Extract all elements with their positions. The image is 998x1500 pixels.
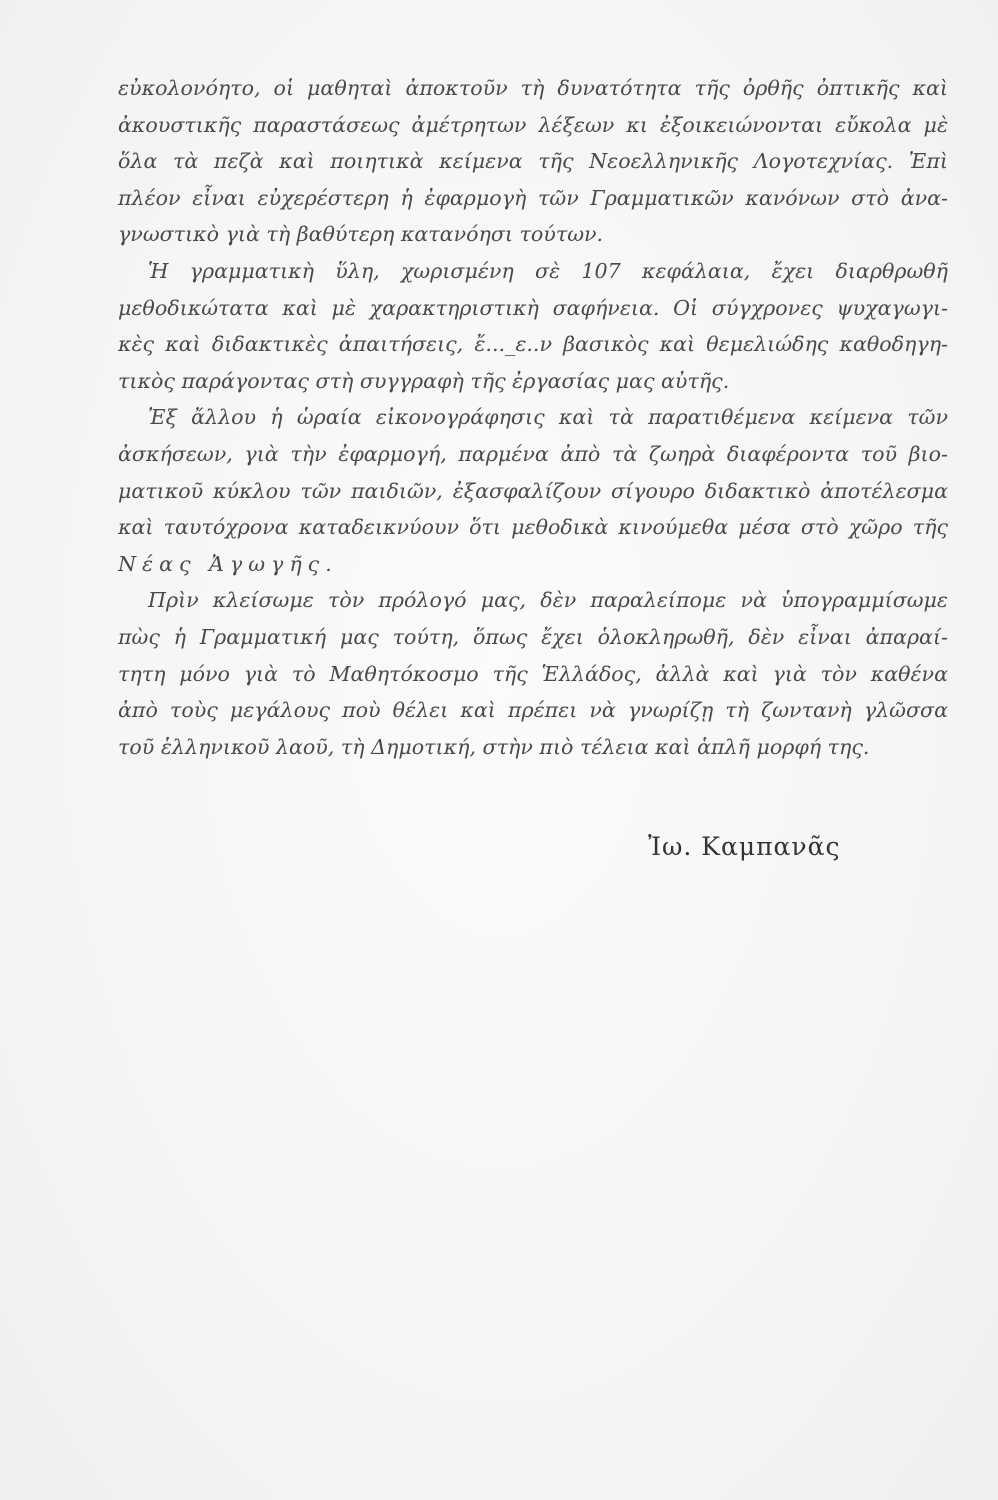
paragraph-4 (118, 582, 948, 765)
text-line: γνωστικὸ γιὰ τὴ βαθύτερη κατανόησι τούτων. (118, 222, 604, 247)
text-line: Πρὶν κλείσωμε τὸν πρόλογό μας, δὲν παραλείπομε νὰ ὑπογραμμίσωμε (148, 588, 948, 613)
text-line: Ἡ γραμματικὴ ὕλη, χωρισμένη σὲ 107 κεφάλαια, ἔχει διαρθρωθῆ (148, 258, 948, 283)
paragraph-1 (118, 70, 948, 253)
text-line: τητη μόνο γιὰ τὸ Μαθητόκοσμο τῆς Ἑλλάδος, ἀλλὰ καὶ γιὰ τὸν καθένα (118, 661, 948, 686)
text-line: ὅλα τὰ πεζὰ καὶ ποιητικὰ κείμενα τῆς Νεοελληνικῆς Λογοτεχνίας. Ἐπὶ (118, 149, 948, 174)
text-line: πλέον εἶναι εὐχερέστερη ἡ ἐφαρμογὴ τῶν Γραμματικῶν κανόνων στὸ ἀνα- (118, 185, 948, 210)
preface-text (118, 70, 948, 765)
text-line: ἀσκήσεων, γιὰ τὴν ἐφαρμογή, παρμένα ἀπὸ τὰ ζωηρὰ διαφέροντα τοῦ βιο- (118, 441, 948, 466)
text-line: ἀκουστικῆς παραστάσεως ἀμέτρητων λέξεων κι ἐξοικειώνονται εὔκολα μὲ (118, 112, 948, 137)
text-line: Νέας Ἀγωγῆς. (118, 551, 338, 576)
page-edge-bleed (0, 30, 40, 120)
paragraph-3 (118, 399, 948, 582)
text-line: τικὸς παράγοντας στὴ συγγραφὴ τῆς ἐργασίας μας αὐτῆς. (118, 368, 730, 393)
text-line: πὼς ἡ Γραμματική μας τούτη, ὅπως ἔχει ὁλοκληρωθῆ, δὲν εἶναι ἀπαραί- (118, 624, 948, 649)
text-line: κὲς καὶ διδακτικὲς ἀπαιτήσεις, ἔ..._ε..ν βασικὸς καὶ θεμελιώδης καθοδηγη- (118, 332, 948, 357)
text-line: τοῦ ἑλληνικοῦ λαοῦ, τὴ Δημοτική, στὴν πιὸ τέλεια καὶ ἁπλῆ μορφή της. (118, 734, 870, 759)
text-line: μεθοδικώτατα καὶ μὲ χαρακτηριστικὴ σαφήνεια. Οἱ σύγχρονες ψυχαγωγι- (118, 295, 948, 320)
text-line: Ἐξ ἄλλου ἡ ὡραία εἰκονογράφησις καὶ τὰ παρατιθέμενα κείμενα τῶν (148, 405, 948, 430)
text-line: εὐκολονόητο, οἱ μαθηταὶ ἀποκτοῦν τὴ δυνατότητα τῆς ὀρθῆς ὀπτικῆς καὶ (118, 76, 948, 100)
author-signature: Ἰω. Καμπανᾶς (648, 832, 841, 861)
text-line: ματικοῦ κύκλου τῶν παιδιῶν, ἐξασφαλίζουν σίγουρο διδακτικὸ ἀποτέλεσμα (118, 478, 948, 503)
paragraph-2 (118, 253, 948, 399)
text-line: καὶ ταυτόχρονα καταδεικνύουν ὅτι μεθοδικὰ κινούμεθα μέσα στὸ χῶρο τῆς (118, 515, 948, 540)
text-line: ἀπὸ τοὺς μεγάλους ποὺ θέλει καὶ πρέπει νὰ γνωρίζῃ τὴ ζωντανὴ γλῶσσα (118, 698, 948, 723)
